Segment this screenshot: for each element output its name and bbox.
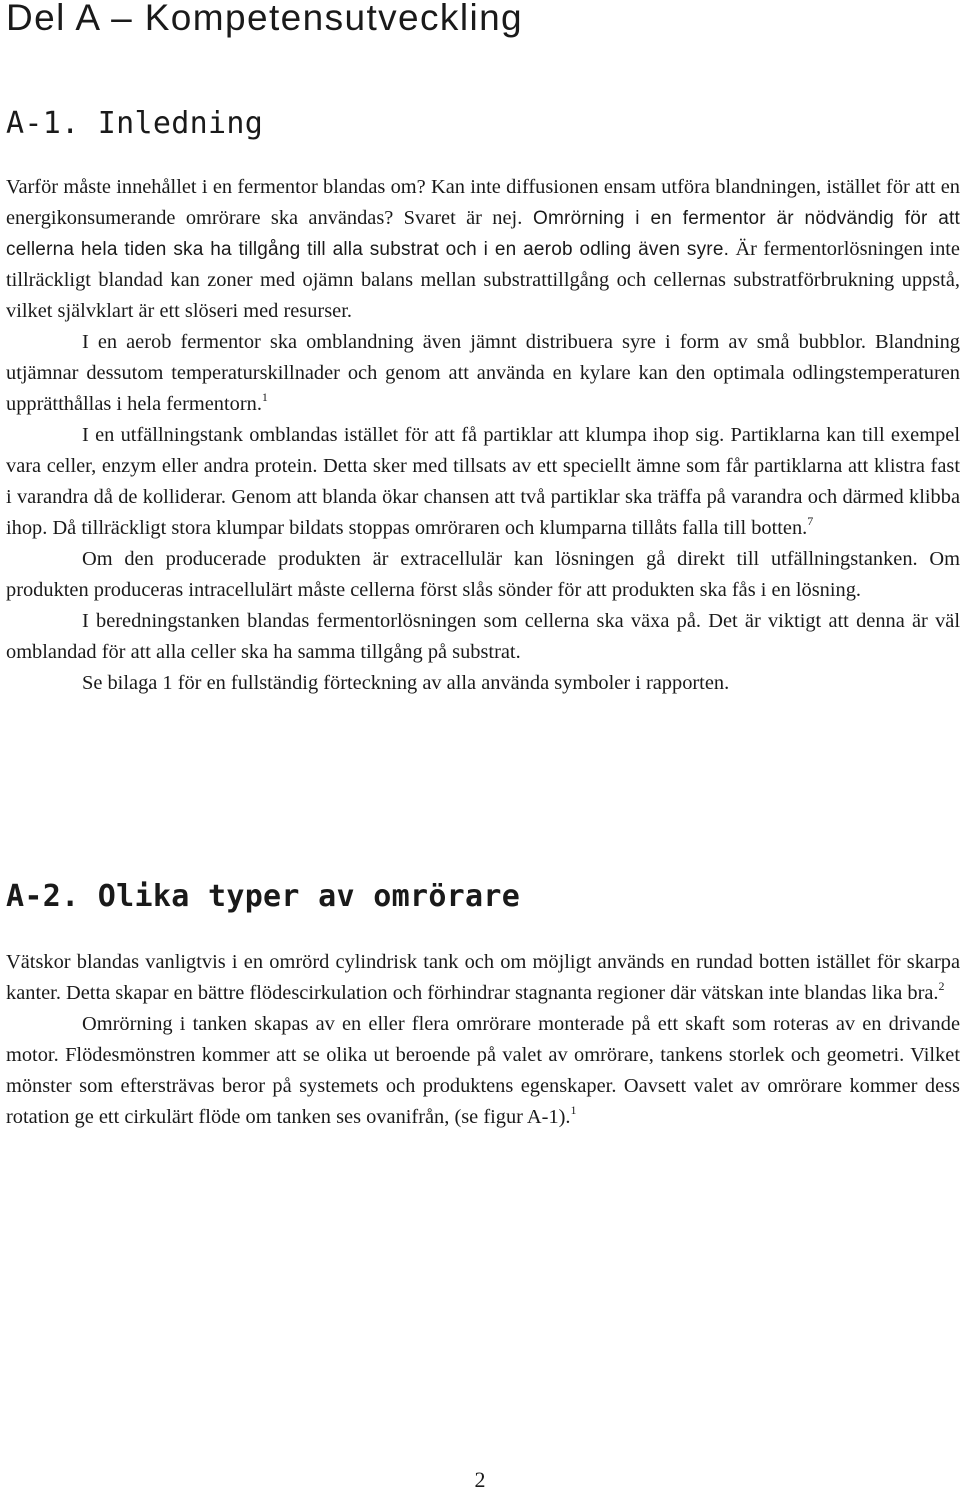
- section-a2-title: A-2. Olika typer av omrörare: [6, 879, 521, 914]
- footnote-ref: 2: [938, 979, 945, 993]
- paragraph-a1-1-rest: Är fermentorlösningen inte tillräckligt blandad kan zoner med ojämn balans mellan substrattillgång och cellernas substratförbrukning uppstå, vilket självklart är ett slöseri med resurser.: [6, 238, 960, 322]
- section-a1-title: A-1. Inledning: [6, 106, 264, 141]
- paragraph-a2-2-text: Omrörning i tanken skapas av en eller flera omrörare monterade på ett skaft som roteras av en drivande motor. Flödesmönstren kommer att se olika ut beroende på valet av omrörare, tankens storlek och geometri. Vilket mönster som eftersträvas beror på systemets och produktens egenskaper. Oavsett valet av omrörare kommer dess rotation ge ett cirkulärt flöde om tanken ses ovanifrån, (se figur A-1).: [6, 1013, 960, 1128]
- page-number: 2: [474, 1467, 486, 1492]
- section-a2-body: [6, 947, 960, 1133]
- paragraph-a1-2: [6, 327, 960, 420]
- paragraph-a1-6: Se bilaga 1 för en fullständig förteckning av alla använda symboler i rapporten.: [82, 672, 730, 694]
- footnote-ref: 1: [261, 390, 268, 404]
- paragraph-a2-2: [6, 1009, 960, 1133]
- section-a1-body: [6, 172, 960, 699]
- paragraph-a1-2-text: I en aerob fermentor ska omblandning även jämnt distribuera syre i form av små bubblor. Blandning utjämnar dessutom temperaturskillnader och genom att använda en kylare kan den optimala odlingstemperaturen upprätthållas i hela fermentorn.: [6, 331, 960, 415]
- footnote-ref: 1: [570, 1103, 577, 1117]
- main-heading: Del A – Kompetensutveckling: [6, 0, 524, 38]
- footnote-ref: 7: [807, 514, 814, 528]
- paragraph-a1-3: [6, 420, 960, 544]
- paragraph-a1-1: [6, 172, 960, 327]
- paragraph-a2-1: [6, 947, 960, 1009]
- paragraph-a1-3-text: I en utfällningstank omblandas istället för att få partiklar att klumpa ihop sig. Partiklarna kan till exempel vara celler, enzym eller andra protein. Detta sker med tillsats av ett speciellt ämne som får partiklarna att klistra fast i varandra då de kolliderar. Genom att blanda ökar chansen att två partiklar ska träffa på varandra och därmed klibba ihop. Då tillräckligt stora klumpar bildats stoppas omröraren och klumparna tillåts falla till botten.: [6, 424, 960, 539]
- paragraph-a1-1-middle: Omrörning i en fermentor är nödvändig för att cellerna hela tiden ska ha tillgång till alla substrat och i en aerob odling även syre.: [6, 208, 960, 260]
- paragraph-a2-1-text: Vätskor blandas vanligtvis i en omrörd cylindrisk tank och om möjligt används en rundad botten istället för skarpa kanter. Detta skapar en bättre flödescirkulation och förhindrar stagnanta regioner där vätskan inte blandas lika bra.: [6, 951, 960, 1004]
- paragraph-a1-4: Om den producerade produkten är extracellulär kan lösningen gå direkt till utfällningstanken. Om produkten produceras intracellulärt måste cellerna först slås sönder för att produkten ska fås i en lösning.: [6, 548, 960, 601]
- paragraph-a1-1-intro: Varför måste innehållet i en fermentor blandas om? Kan inte diffusionen ensam utföra blandningen, istället för att en energikonsumerande omrörare ska användas? Svaret är nej.: [6, 176, 960, 229]
- paragraph-a1-5: I beredningstanken blandas fermentorlösningen som cellerna ska växa på. Det är viktigt att denna är väl omblandad för att alla celler ska ha samma tillgång på substrat.: [6, 610, 960, 663]
